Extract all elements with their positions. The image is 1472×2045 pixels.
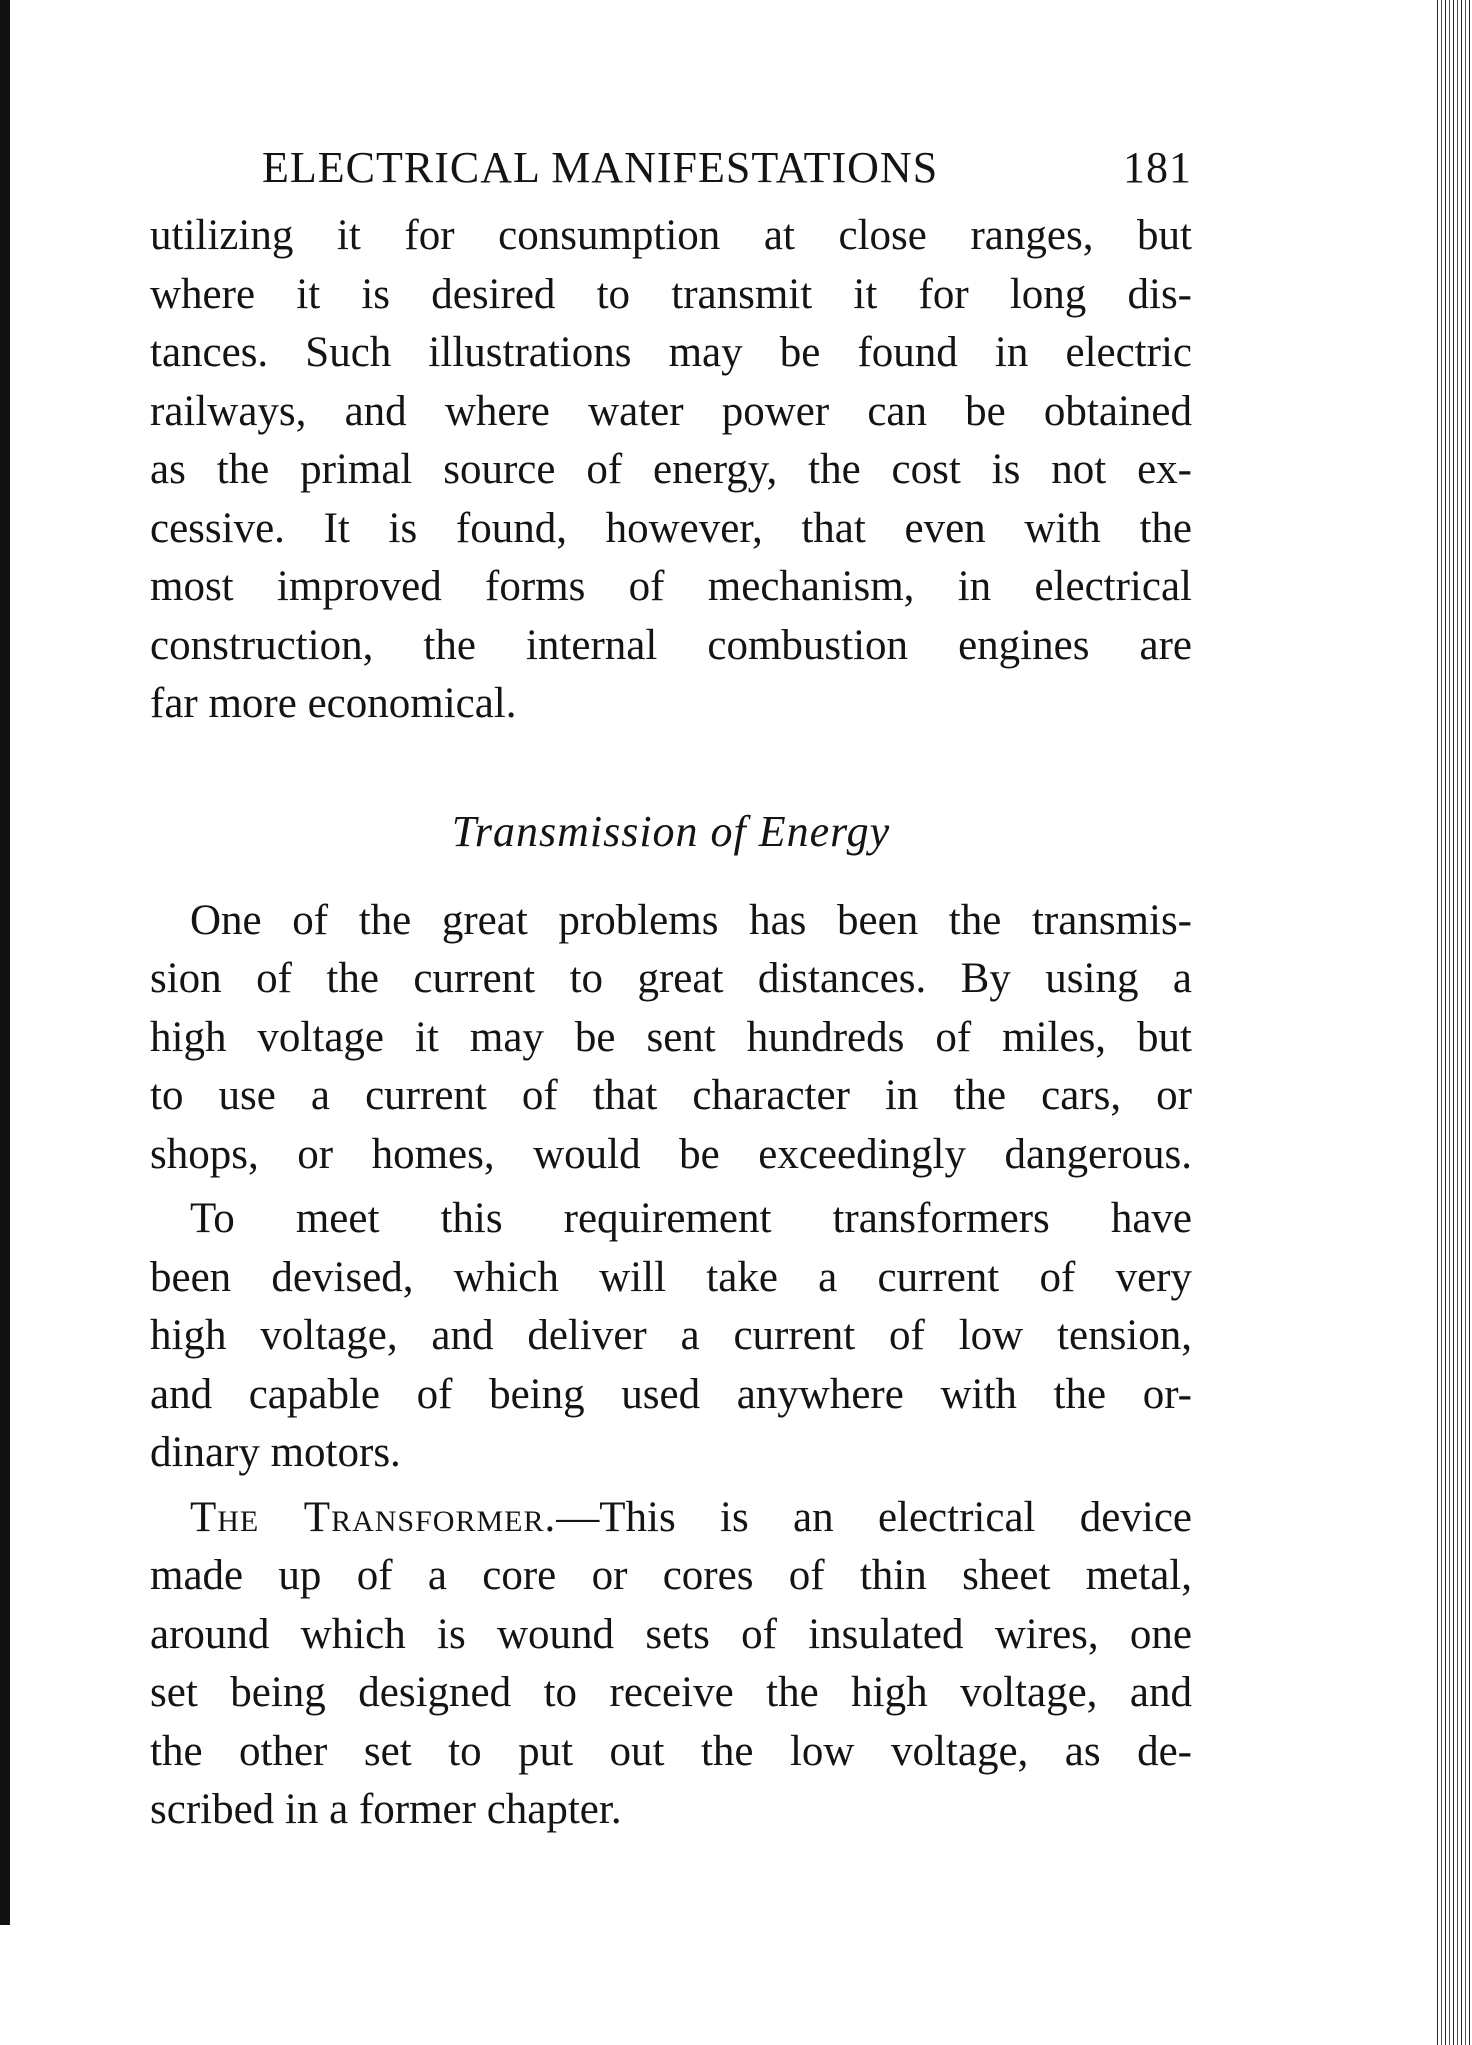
text-line: scribed in a former chapter.	[150, 1786, 622, 1833]
transformer-first-line: —This is an electrical device	[556, 1493, 1193, 1541]
transformer-lead-in: The Transformer.	[190, 1493, 557, 1541]
text-line: and capable of being used anywhere with the or-	[150, 1370, 1192, 1418]
text-line: the other set to put out the low voltage, as de-	[150, 1727, 1192, 1775]
text-line: construction, the internal combustion engines are	[150, 621, 1192, 669]
section-title: Transmission of Energy	[451, 806, 891, 856]
text-line: One of the great problems has been the transmis-	[190, 896, 1192, 944]
text-line	[150, 1489, 1192, 1548]
text-line: To meet this requirement transformers have	[190, 1195, 1192, 1242]
text-line: made up of a core or cores of thin sheet metal,	[150, 1552, 1192, 1599]
text-line: high voltage, and deliver a current of low tension,	[150, 1312, 1192, 1359]
text-line: to use a current of that character in the cars, or	[150, 1072, 1192, 1119]
text-line: around which is wound sets of insulated wires, one	[150, 1610, 1192, 1658]
text-line: utilizing it for consumption at close ranges, but	[150, 212, 1192, 259]
text-line: cessive. It is found, however, that even with the	[150, 504, 1192, 552]
text-line: most improved forms of mechanism, in electrical	[150, 563, 1192, 610]
paragraph-continuation	[150, 207, 1192, 734]
text-line: shops, or homes, would be exceedingly dangerous.	[150, 1130, 1192, 1178]
paragraph-requirement	[150, 1190, 1192, 1483]
paragraph-transmission	[150, 892, 1192, 1185]
text-line: dinary motors.	[150, 1429, 401, 1476]
text-line: high voltage it may be sent hundreds of miles, but	[150, 1013, 1192, 1061]
binding-edge-right	[1434, 0, 1472, 2045]
text-line: where it is desired to transmit it for long dis-	[150, 270, 1192, 318]
text-line: sion of the current to great distances. By using a	[150, 955, 1192, 1002]
running-head-title: ELECTRICAL MANIFESTATIONS	[262, 143, 939, 192]
page-number: 181	[1123, 143, 1192, 192]
text-line: far more economical.	[150, 680, 517, 727]
text-line: as the primal source of energy, the cost is not ex-	[150, 446, 1192, 493]
book-page	[150, 135, 1192, 1840]
text-line: railways, and where water power can be obtained	[150, 387, 1192, 435]
text-line: set being designed to receive the high voltage, and	[150, 1669, 1192, 1716]
text-line: tances. Such illustrations may be found in electric	[150, 329, 1192, 376]
paragraph-transformer	[150, 1489, 1192, 1840]
text-line: been devised, which will take a current of very	[150, 1253, 1192, 1301]
binding-edge-left	[0, 0, 10, 1925]
running-head	[150, 135, 1192, 201]
